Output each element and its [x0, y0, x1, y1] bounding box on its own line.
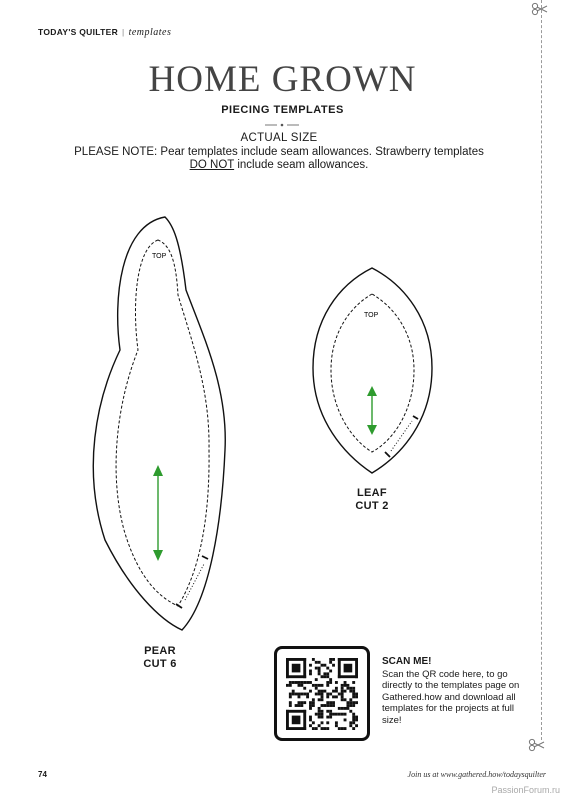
pear-template [93, 217, 225, 630]
leaf-template [313, 268, 432, 473]
grainline-arrow-icon [153, 465, 163, 561]
footer-website-note[interactable]: Join us at www.gathered.how/todaysquilter [407, 770, 546, 779]
pear-name: PEAR [144, 645, 176, 657]
pear-cut-count: CUT 6 [143, 658, 177, 670]
qr-instructions [382, 656, 522, 726]
qr-title: SCAN ME! [382, 656, 432, 667]
leaf-top-mark: TOP [364, 312, 379, 319]
watermark: PassionForum.ru [491, 785, 560, 795]
leaf-cut-count: CUT 2 [355, 500, 389, 512]
pear-cut-line [93, 217, 225, 630]
pear-top-mark: TOP [152, 253, 167, 260]
qr-text: Scan the QR code here, to go directly to the templates page on Gathered.how and download all templates for the projects at full size! [382, 668, 520, 726]
page-subtitle: PIECING TEMPLATES [221, 104, 344, 116]
page-number: 74 [38, 770, 47, 779]
pear-sew-line [116, 240, 209, 606]
seam-allowance-note: PLEASE NOTE: Pear templates include seam allowances. Strawberry templates DO NOT include seam allowances. [74, 146, 484, 171]
grainline-arrow-icon [367, 386, 377, 435]
leaf-name: LEAF [357, 487, 387, 499]
note-emphasis: DO NOT [189, 159, 235, 171]
qr-code-frame[interactable] [274, 646, 370, 741]
leaf-label [342, 487, 402, 513]
magazine-name: TODAY'S QUILTER [38, 27, 119, 37]
pear-label [130, 645, 190, 671]
header-separator: | [122, 27, 125, 37]
qr-code-icon[interactable] [286, 658, 358, 730]
actual-size-label: ACTUAL SIZE [240, 132, 318, 144]
page-title: HOME GROWN [148, 59, 417, 100]
section-name: templates [128, 27, 172, 38]
